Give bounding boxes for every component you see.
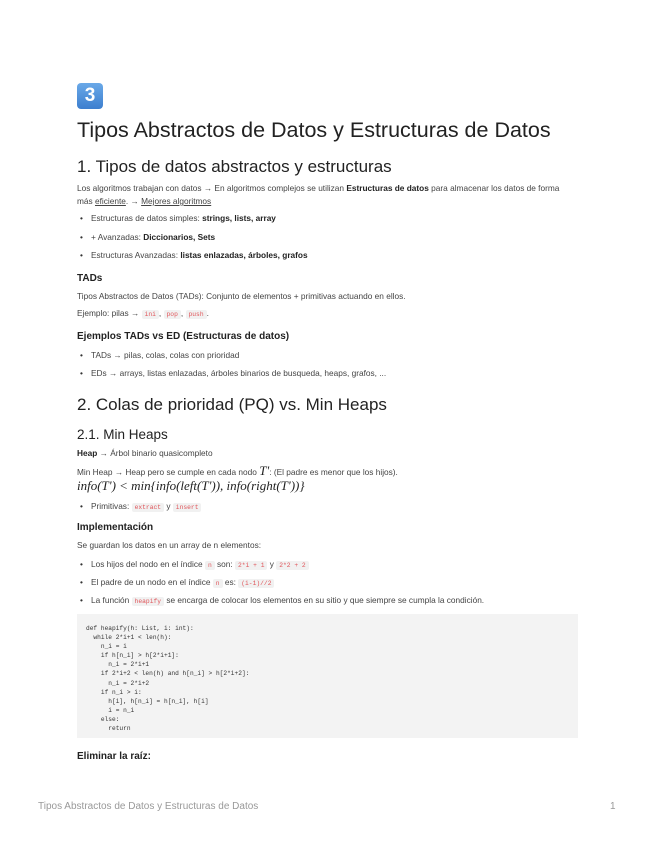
page-title: Tipos Abstractos de Datos y Estructuras de Datos xyxy=(77,118,551,142)
page-number: 1 xyxy=(610,801,616,812)
list-item xyxy=(80,501,201,511)
text: EDs → arrays, listas enlazadas, árboles binarios de busqueda, heaps, grafos, ... xyxy=(91,368,387,378)
formula: info(T') < min{info(left(T')), info(right(T'))} xyxy=(77,478,305,493)
ejemplos-heading: Ejemplos TADs vs ED (Estructuras de datos) xyxy=(77,331,290,342)
text: Los hijos del nodo en el índice xyxy=(91,559,205,569)
text: El padre de un nodo en el índice xyxy=(91,577,213,587)
list-item xyxy=(80,213,276,223)
list-item xyxy=(80,577,274,587)
text: y xyxy=(164,501,173,511)
impl-text: Se guardan los datos en un array de n elementos: xyxy=(77,540,262,550)
text: y xyxy=(267,559,277,569)
text: Ejemplo: pilas → xyxy=(77,308,142,318)
minheap-definition xyxy=(77,463,398,479)
bold-text: listas enlazadas, árboles, grafos xyxy=(180,250,308,260)
heap-definition xyxy=(77,448,213,458)
inline-code: 2*2 + 2 xyxy=(276,561,308,570)
footer-title: Tipos Abstractos de Datos y Estructuras de Datos xyxy=(38,801,259,812)
code-block xyxy=(77,614,578,738)
inline-code: push xyxy=(186,310,207,319)
underlined-text: eficiente xyxy=(94,196,126,206)
list-item xyxy=(80,350,239,360)
text: Los algoritmos trabajan con datos → En algoritmos complejos se utilizan xyxy=(77,183,347,193)
code-text: def heapify(h: List, i: int): while 2*i+1 < len(h): n_i = i if h[n_i] > h[2*i+1]: n_i = 2*i+1 if 2*i+2 < len(h) and h[n_i] > h[2*i+2]: n_i = 2*i+2 if n_i > i: h[i], h[n_i] = h[n_i], h[i] i = n_i else: return xyxy=(86,625,250,733)
implementacion-heading: Implementación xyxy=(77,522,154,533)
inline-code: n xyxy=(213,579,223,588)
list-item xyxy=(80,595,484,605)
text: es: xyxy=(222,577,239,587)
text: Estructuras de datos simples: xyxy=(91,213,203,223)
text: para almacenar los datos de forma xyxy=(428,183,560,193)
text: + Avanzadas: xyxy=(91,232,144,242)
section-2-heading: 2. Colas de prioridad (PQ) vs. Min Heaps xyxy=(77,395,387,414)
list-item xyxy=(80,232,215,242)
list-item xyxy=(80,368,386,378)
inline-code: 2*i + 1 xyxy=(235,561,267,570)
subsection-heading: 2.1. Min Heaps xyxy=(77,427,168,442)
inline-code: heapify xyxy=(132,597,164,606)
intro-paragraph-line2 xyxy=(77,196,211,206)
bold-text: Estructuras de datos xyxy=(346,183,429,193)
intro-paragraph xyxy=(77,183,559,193)
text: . → xyxy=(125,196,142,206)
inline-code: pop xyxy=(164,310,181,319)
eliminar-heading: Eliminar la raíz: xyxy=(77,751,151,762)
list-item xyxy=(80,250,308,260)
text: : (El padre es menor que los hijos). xyxy=(269,467,398,477)
text: más xyxy=(77,196,95,206)
text: TADs → pilas, colas, colas con prioridad xyxy=(91,350,240,360)
text: se encarga de colocar los elementos en su sitio y que siempre se cumpla la condición. xyxy=(164,595,485,605)
inline-code: n xyxy=(205,561,215,570)
inline-code: (i-1)//2 xyxy=(238,579,274,588)
text: Primitivas: xyxy=(91,501,132,511)
inline-code: insert xyxy=(173,503,202,512)
inline-code: ini xyxy=(142,310,159,319)
math-symbol: T' xyxy=(259,463,270,478)
text: → Árbol binario quasicompleto xyxy=(97,448,213,458)
tads-heading: TADs xyxy=(77,273,103,284)
section-1-heading: 1. Tipos de datos abstractos y estructuras xyxy=(77,157,392,176)
list-item xyxy=(80,559,309,569)
bold-text: Diccionarios, Sets xyxy=(143,232,216,242)
text: Min Heap → Heap pero se cumple en cada nodo xyxy=(77,467,260,477)
keycap-3-emoji-icon: 3 xyxy=(77,83,103,109)
text: son: xyxy=(214,559,236,569)
underlined-text: Mejores algoritmos xyxy=(141,196,212,206)
inline-code: extract xyxy=(132,503,164,512)
text: La función xyxy=(91,595,132,605)
tads-text: Tipos Abstractos de Datos (TADs): Conjunto de elementos + primitivas actuando en ellos. xyxy=(77,291,406,301)
text: Estructuras Avanzadas: xyxy=(91,250,181,260)
bold-text: Heap xyxy=(77,448,98,458)
bold-text: strings, lists, array xyxy=(202,213,276,223)
ejemplo-line: Ejemplo: pilas → ini , pop , push . xyxy=(77,308,209,318)
